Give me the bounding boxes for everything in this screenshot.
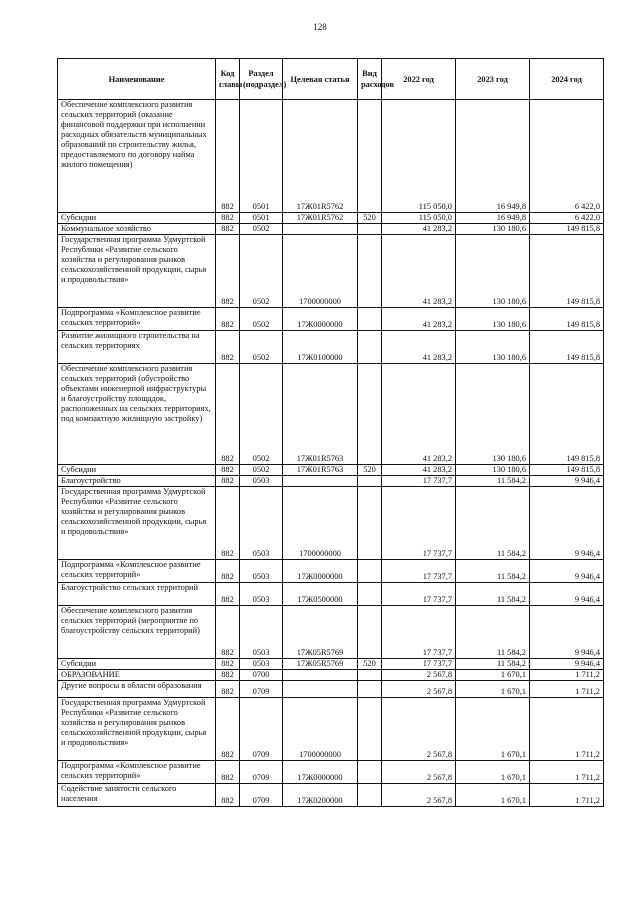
row-value-2023: 11 584,2 [456,583,530,606]
header-type: Вид расходов [358,59,382,100]
row-section: 0709 [240,761,283,784]
row-name: Государственная программа Удмуртской Республики «Развитие сельского хозяйства и регулирования рынков сельскохозяйственной продукции, сырья и продовольствия» [58,487,216,560]
table-row [58,100,604,213]
row-type [358,487,382,560]
row-code: 882 [216,761,240,784]
row-name: Содействие занятости сельского населения [58,784,216,807]
row-value-2024: 9 946,4 [530,476,604,487]
row-target: 1700000000 [283,698,358,761]
table-row [58,465,604,476]
row-value-2023: 130 180,6 [456,331,530,364]
row-type [358,583,382,606]
table-row [58,784,604,807]
row-value-2024: 149 815,8 [530,364,604,465]
row-value-2022: 2 567,8 [382,681,456,698]
header-code: Код главы [216,59,240,100]
row-value-2023: 11 584,2 [456,487,530,560]
row-target: 1700000000 [283,487,358,560]
row-name: Развитие жилищного строительства на сельских территориях [58,331,216,364]
row-value-2024: 9 946,4 [530,606,604,659]
row-code: 882 [216,784,240,807]
row-value-2022: 41 283,2 [382,331,456,364]
row-name: Благоустройство сельских территорий [58,583,216,606]
table-row [58,606,604,659]
row-section: 0503 [240,606,283,659]
header-2022: 2022 год [382,59,456,100]
header-2023: 2023 год [456,59,530,100]
table-row [58,487,604,560]
row-section: 0709 [240,784,283,807]
row-value-2023: 130 180,6 [456,224,530,235]
table-row [58,476,604,487]
row-type [358,681,382,698]
row-value-2024: 1 711,2 [530,670,604,681]
row-value-2022: 41 283,2 [382,224,456,235]
row-value-2023: 11 584,2 [456,476,530,487]
row-value-2022: 17 737,7 [382,560,456,583]
table-row [58,331,604,364]
row-target [283,681,358,698]
row-value-2023: 1 670,1 [456,761,530,784]
row-section: 0502 [240,331,283,364]
row-name: Субсидии [58,659,216,670]
row-code: 882 [216,606,240,659]
row-value-2024: 149 815,8 [530,465,604,476]
row-type [358,784,382,807]
row-value-2022: 115 050,0 [382,213,456,224]
row-type [358,560,382,583]
row-value-2023: 1 670,1 [456,698,530,761]
row-type: 520 [358,465,382,476]
row-target: 17Ж01R5763 [283,465,358,476]
row-name: Подпрограмма «Комплексное развитие сельских территорий» [58,308,216,331]
row-target: 17Ж0000000 [283,308,358,331]
table-row [58,583,604,606]
row-section: 0503 [240,476,283,487]
row-section: 0503 [240,659,283,670]
row-code: 882 [216,235,240,308]
row-type [358,670,382,681]
table-row [58,670,604,681]
table-row [58,698,604,761]
table-row [58,659,604,670]
row-value-2022: 2 567,8 [382,698,456,761]
row-section: 0501 [240,100,283,213]
row-target: 17Ж0000000 [283,761,358,784]
row-target: 17Ж01R5762 [283,100,358,213]
row-value-2023: 130 180,6 [456,465,530,476]
row-code: 882 [216,670,240,681]
row-name: Обеспечение комплексного развития сельских территорий (мероприятие по благоустройству сельских территорий) [58,606,216,659]
row-value-2023: 1 670,1 [456,670,530,681]
table-body [58,100,604,807]
row-value-2024: 9 946,4 [530,659,604,670]
row-section: 0709 [240,681,283,698]
row-section: 0501 [240,213,283,224]
row-code: 882 [216,681,240,698]
row-target [283,670,358,681]
row-value-2022: 17 737,7 [382,583,456,606]
row-section: 0503 [240,560,283,583]
row-value-2022: 41 283,2 [382,364,456,465]
row-code: 882 [216,224,240,235]
row-value-2024: 9 946,4 [530,583,604,606]
row-target: 17Ж05R5769 [283,659,358,670]
row-section: 0700 [240,670,283,681]
row-target: 17Ж0100000 [283,331,358,364]
row-code: 882 [216,465,240,476]
row-value-2022: 17 737,7 [382,476,456,487]
row-target: 17Ж0000000 [283,560,358,583]
row-value-2022: 2 567,8 [382,670,456,681]
row-name: Субсидии [58,465,216,476]
row-value-2024: 1 711,2 [530,698,604,761]
row-type: 520 [358,659,382,670]
header-2024: 2024 год [530,59,604,100]
row-value-2024: 149 815,8 [530,331,604,364]
row-value-2024: 9 946,4 [530,487,604,560]
table-row [58,224,604,235]
row-value-2023: 11 584,2 [456,606,530,659]
row-target: 17Ж0200000 [283,784,358,807]
row-target [283,224,358,235]
row-type [358,224,382,235]
row-value-2024: 1 711,2 [530,784,604,807]
table-row [58,235,604,308]
row-name: Подпрограмма «Комплексное развитие сельских территорий» [58,560,216,583]
row-code: 882 [216,100,240,213]
row-value-2022: 17 737,7 [382,606,456,659]
table-row [58,308,604,331]
row-value-2024: 1 711,2 [530,761,604,784]
row-code: 882 [216,583,240,606]
row-value-2024: 1 711,2 [530,681,604,698]
row-name: Государственная программа Удмуртской Республики «Развитие сельского хозяйства и регулирования рынков сельскохозяйственной продукции, сырья и продовольствия» [58,235,216,308]
row-target: 17Ж01R5762 [283,213,358,224]
row-type [358,698,382,761]
row-name: Субсидии [58,213,216,224]
row-type [358,761,382,784]
row-type [358,235,382,308]
row-type [358,331,382,364]
row-value-2023: 130 180,6 [456,308,530,331]
row-code: 882 [216,308,240,331]
row-code: 882 [216,560,240,583]
table-row [58,560,604,583]
row-value-2022: 41 283,2 [382,308,456,331]
row-name: Подпрограмма «Комплексное развитие сельских территорий» [58,761,216,784]
row-value-2023: 11 584,2 [456,560,530,583]
budget-table [57,58,604,807]
header-target: Целевая статья [283,59,358,100]
row-type [358,476,382,487]
row-value-2024: 9 946,4 [530,560,604,583]
row-value-2023: 1 670,1 [456,681,530,698]
row-name: Обеспечение комплексного развития сельских территорий (оказание финансовой поддержки при исполнении расходных обязательств муниципальных образований по строительству жилья, предоставляемого по договору найма жилого помещения) [58,100,216,213]
row-value-2023: 16 949,8 [456,100,530,213]
row-section: 0503 [240,487,283,560]
row-value-2022: 17 737,7 [382,659,456,670]
row-type [358,308,382,331]
table-row [58,761,604,784]
row-target: 1700000000 [283,235,358,308]
row-name: Благоустройство [58,476,216,487]
row-value-2024: 6 422,0 [530,100,604,213]
row-value-2023: 16 949,8 [456,213,530,224]
row-type [358,606,382,659]
row-section: 0502 [240,465,283,476]
table-row [58,364,604,465]
header-name: Наименование [58,59,216,100]
row-code: 882 [216,698,240,761]
row-section: 0502 [240,308,283,331]
row-code: 882 [216,331,240,364]
row-section: 0709 [240,698,283,761]
page-number: 128 [313,22,327,32]
row-name: Обеспечение комплексного развития сельских территорий (обустройство объектами инженерной инфраструктуры и благоустройству площадок, расположенных на сельских территориях, под компактную жилищную застройку) [58,364,216,465]
header-section: Раздел (подраздел) [240,59,283,100]
row-value-2022: 41 283,2 [382,235,456,308]
row-code: 882 [216,213,240,224]
row-value-2023: 130 180,6 [456,235,530,308]
row-type [358,364,382,465]
row-value-2024: 149 815,8 [530,308,604,331]
row-section: 0502 [240,224,283,235]
row-target: 17Ж0500000 [283,583,358,606]
row-code: 882 [216,476,240,487]
row-value-2022: 41 283,2 [382,465,456,476]
row-type: 520 [358,213,382,224]
row-value-2022: 115 050,0 [382,100,456,213]
row-value-2024: 149 815,8 [530,224,604,235]
row-code: 882 [216,487,240,560]
row-value-2024: 6 422,0 [530,213,604,224]
row-value-2024: 149 815,8 [530,235,604,308]
row-name: Коммунальное хозяйство [58,224,216,235]
row-value-2023: 130 180,6 [456,364,530,465]
row-type [358,100,382,213]
table-row [58,681,604,698]
row-value-2023: 1 670,1 [456,784,530,807]
row-name: ОБРАЗОВАНИЕ [58,670,216,681]
row-name: Другие вопросы в области образования [58,681,216,698]
row-target: 17Ж05R5769 [283,606,358,659]
row-section: 0502 [240,364,283,465]
row-section: 0502 [240,235,283,308]
table-header-row [58,59,604,100]
row-value-2022: 17 737,7 [382,487,456,560]
row-value-2023: 11 584,2 [456,659,530,670]
row-code: 882 [216,659,240,670]
table-row [58,213,604,224]
row-target [283,476,358,487]
row-code: 882 [216,364,240,465]
row-target: 17Ж01R5763 [283,364,358,465]
row-section: 0503 [240,583,283,606]
row-name: Государственная программа Удмуртской Республики «Развитие сельского хозяйства и регулирования рынков сельскохозяйственной продукции, сырья и продовольствия» [58,698,216,761]
row-value-2022: 2 567,8 [382,784,456,807]
row-value-2022: 2 567,8 [382,761,456,784]
